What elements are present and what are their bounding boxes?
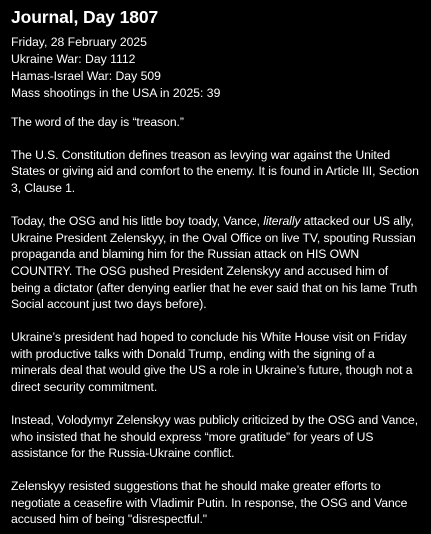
journal-stats xyxy=(11,34,420,102)
paragraph-criticism: Instead, Volodymyr Zelenskyy was publicly criticized by the OSG and Vance, who insisted that he should express “more gratitude” for years of US assistance for the Russia-Ukraine conflict. xyxy=(11,412,419,461)
paragraph-minerals-deal: Ukraine’s president had hoped to conclude his White House visit on Friday with productive talks with Donald Trump, ending with the signing of a minerals deal that would give the US a role in Ukraine’s future, though not a direct security commitment. xyxy=(11,330,413,395)
date-line: Friday, 28 February 2025 xyxy=(11,35,147,49)
paragraph-word-of-day: The word of the day is “treason.” xyxy=(11,115,184,129)
mass-shootings-count: Mass shootings in the USA in 2025: 39 xyxy=(11,86,221,100)
paragraph-treason-definition: The U.S. Constitution defines treason as levying war against the United States or giving aid and comfort to the enemy. It is found in Article III, Section 3, Clause 1. xyxy=(11,147,419,196)
paragraph-oval-office-end: attacked our US ally, Ukraine President Zelenskyy, in the Oval Office on live TV, spouting Russian propaganda and blaming him for the Russian attack on HIS OWN COUNTRY. The OSG pushed President Zelenskyy and accused him of being a dictator (after denying earlier that he ever said that on his lame Truth Social account just two days before). xyxy=(11,213,418,312)
paragraph-oval-office-start: Today, the OSG and his little boy toady, Vance, xyxy=(11,213,264,228)
paragraph-oval-office xyxy=(11,213,420,313)
italic-literally: literally xyxy=(263,213,301,228)
hamas-israel-war-day: Hamas-Israel War: Day 509 xyxy=(11,69,161,83)
paragraph-ceasefire: Zelenskyy resisted suggestions that he should make greater efforts to negotiate a ceasefire with Vladimir Putin. In response, the OSG and Vance accused him of being "disrespectful." xyxy=(11,478,408,527)
ukraine-war-day: Ukraine War: Day 1112 xyxy=(11,52,136,66)
journal-title: Journal, Day 1807 xyxy=(11,7,159,27)
